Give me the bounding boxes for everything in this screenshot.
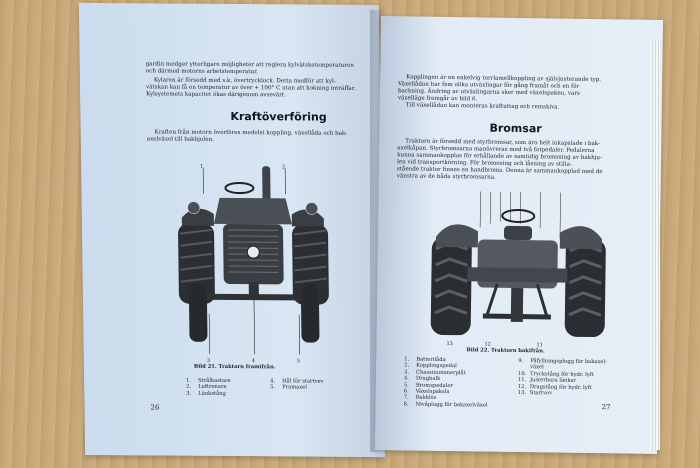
legend-text: Strålkastare [198,377,231,385]
legend-item [186,391,246,398]
legend-item [404,401,514,409]
right-section-line: vänstra av de båda styrbromsarna. [396,173,496,181]
figure-caption-21: Bild 21. Traktorn framifrån. [193,363,276,371]
legend-left-page [186,378,246,398]
legend-num: 4. [403,375,409,382]
svg-text:5: 5 [296,358,301,365]
legend-text: Länkstång [198,390,226,397]
legend-num: 10. [518,370,527,377]
svg-text:2: 2 [282,164,286,171]
svg-text:12: 12 [484,341,491,348]
legend-text: Startvev [529,390,553,397]
legend-text: Justerbara länkar [529,377,577,385]
legend-text: Kopplingspedal [416,362,457,370]
legend-text: Batterilåda [416,356,446,363]
legend-right-page-col2 [518,358,639,398]
svg-text:3: 3 [206,357,211,364]
legend-item [518,390,638,398]
svg-text:11: 11 [536,342,543,349]
legend-text: Nivåplugg för bakaxelväxel [415,401,488,409]
legend-num: 3. [404,369,410,376]
svg-text:4: 4 [251,358,256,365]
legend-text: Luftrenare [198,384,227,391]
left-intro-line: Kylsystemets kapacitet ökas därigenom avsevärt. [146,91,286,99]
legend-num: 4. [270,378,276,385]
left-section-line: axelväxel till bakhjulen. [146,136,215,143]
legend-text: Chassinummerplåt [416,369,466,377]
legend-num: 1. [404,356,410,363]
right-section-line: axelkåpan. Styrbromsarna manövreras med två fotpedaler. Pedalerna [397,145,595,155]
left-intro-line: gardin medger ytterligare möjligheter att reglera kylvätsketemperaturen [145,61,354,69]
left-page [79,3,385,457]
right-section-line: stående traktor finnes en handbroms. Denna är sammankopplad med de [396,166,603,176]
left-intro-line: och därmed motorns arbetstemperatur. [145,68,258,76]
section-heading-bromsar: Bromsar [489,121,542,136]
right-intro-line: växelläge framgår av bild 6. [397,95,478,103]
legend-num: 5. [270,384,276,391]
legend-text: Tryckstång för hydr. lyft [530,370,594,378]
left-intro-line: vätskan kan få en temperatur av över + 100° C utan att kokning inträffar. [145,84,356,92]
legend-text: Påfyllningsplugg för bakaxel- [530,358,607,366]
svg-text:13: 13 [446,340,453,348]
page-number-right: 27 [601,403,611,412]
legend-num: 13. [517,390,527,397]
legend-text: Dragstång för hydr. lyft [529,383,592,391]
legend-num: 7. [403,394,409,401]
legend-num: 9. [518,358,524,365]
right-intro-line: backning. Ändring av utväxlingarna sker med växelspaken, vars [397,88,580,97]
open-manual [70,0,670,460]
section-heading-kraftoverforing: Kraftöverföring [230,109,327,124]
legend-text: Bromspedaler [415,382,453,389]
right-intro-line: Kopplingen är en enkelvig torrlamellkoppling av självjusterande typ. [406,74,602,84]
legend-num: 11. [517,377,527,384]
tractor-rear-photo [426,187,608,349]
legend-text: Dragbalk [415,375,441,383]
legend-left-page-col2 [270,378,350,391]
legend-num: 2. [186,384,192,391]
right-intro-line: Växellådan har fem olika utväxlingar för gång framåt och en för [398,81,580,90]
legend-item [270,385,350,392]
legend-num: 1. [186,377,192,384]
right-section-line: Traktorn är försedd med styrbromsar, som äro helt inkapslade i bak- [405,138,601,148]
left-intro-line: Kylaren är försedd med s.k. övertrycklock. Detta medför att kyl- [153,77,336,85]
right-page [375,16,663,454]
legend-num: 6. [403,388,409,395]
svg-text:1: 1 [200,163,204,170]
page-edges [650,40,660,450]
legend-num: 5. [403,382,409,389]
legend-num: 3. [186,390,192,397]
legend-right-page-col1 [404,356,515,409]
legend-text: Framaxel [282,384,308,391]
page-number-left: 26 [150,403,160,412]
tractor-front-photo [167,164,340,365]
figure-caption-22: Bild 22. Traktorn bakifrån. [466,347,545,355]
left-section-line: Kraften från motorn överföres medelst koppling, växellåda och bak- [154,129,348,137]
legend-num: 2. [404,362,410,369]
legend-num: 8. [403,401,409,408]
right-section-line: kunna sammankopplas för erhållande av samtidig bromsning av bakhju- [397,152,602,162]
right-section-line: len vid transportkörning. För bromsning och låsning av stilla- [396,159,572,168]
legend-text: Bakklös [415,395,437,402]
right-intro-line: Till växellådan kan monteras kraftuttag och remskiva. [405,102,560,111]
legend-text: växel [530,364,544,371]
legend-num: 12. [517,383,527,390]
legend-text: Växelspaksla [415,388,450,396]
legend-text: Hål för startvev [282,378,324,385]
